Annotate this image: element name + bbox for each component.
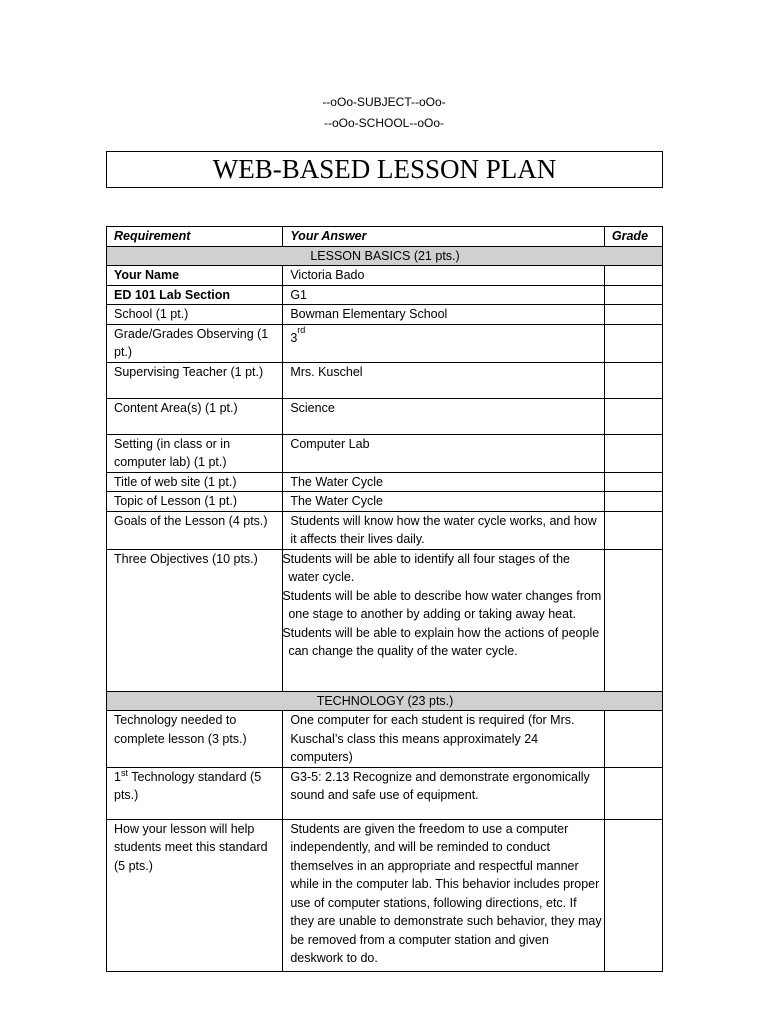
section-label: LESSON BASICS (21 pts.)	[107, 246, 663, 266]
table-row	[107, 819, 663, 971]
requirement-cell: Your Name	[107, 266, 283, 286]
section-label: TECHNOLOGY (23 pts.)	[107, 691, 663, 711]
grade-cell	[604, 767, 662, 819]
table-row	[107, 362, 663, 398]
grade-cell	[604, 305, 662, 325]
table-row	[107, 305, 663, 325]
answer-cell: Mrs. Kuschel	[283, 362, 605, 398]
table-row	[107, 266, 663, 286]
grade-cell	[604, 285, 662, 305]
grade-suffix: rd	[297, 324, 306, 335]
requirement-cell: Grade/Grades Observing (1 pt.)	[107, 324, 283, 362]
answer-cell: Computer Lab	[283, 434, 605, 472]
grade-cell	[604, 819, 662, 971]
table-header-row	[107, 227, 663, 247]
grade-cell	[604, 711, 662, 768]
answer-cell: Bowman Elementary School	[283, 305, 605, 325]
section-technology	[107, 691, 663, 711]
requirement-cell: Supervising Teacher (1 pt.)	[107, 362, 283, 398]
answer-cell: Students are given the freedom to use a computer independently, and will be reminded to conduct themselves in an appropriate and respectful manner while in the computer lab. This behavior includes proper use of computer stations, following directions, etc. If they are unable to demonstrate such behavior, they may be removed from a computer station and given deskwork to do.	[283, 819, 605, 971]
answer-cell: Science	[283, 398, 605, 434]
grade-number: 3	[290, 330, 298, 345]
grade-cell	[604, 511, 662, 549]
standard-label: Technology standard (5 pts.)	[114, 769, 262, 802]
answer-cell: G1	[283, 285, 605, 305]
answer-cell: The Water Cycle	[283, 472, 605, 492]
table-row	[107, 767, 663, 819]
grade-cell	[604, 549, 662, 691]
column-header-requirement: Requirement	[107, 227, 283, 247]
answer-cell: G3-5: 2.13 Recognize and demonstrate ergonomically sound and safe use of equipment.	[283, 767, 605, 819]
objective-item: Students will be able to describe how water changes from one stage to another by adding or taking away heat.	[282, 588, 602, 621]
table-row	[107, 711, 663, 768]
subject-header: --oOo-SUBJECT--oOo-	[322, 95, 446, 109]
answer-cell	[283, 549, 605, 691]
table-row	[107, 434, 663, 472]
requirement-cell: Goals of the Lesson (4 pts.)	[107, 511, 283, 549]
answer-cell: Students will know how the water cycle works, and how it affects their lives daily.	[283, 511, 605, 549]
table-row	[107, 285, 663, 305]
table-row	[107, 324, 663, 362]
column-header-grade: Grade	[604, 227, 662, 247]
requirement-cell: Topic of Lesson (1 pt.)	[107, 492, 283, 512]
requirement-cell: Three Objectives (10 pts.)	[107, 549, 283, 691]
answer-cell: Victoria Bado	[283, 266, 605, 286]
answer-cell	[283, 324, 605, 362]
table-row	[107, 472, 663, 492]
table-row	[107, 511, 663, 549]
section-lesson-basics	[107, 246, 663, 266]
requirement-cell: Technology needed to complete lesson (3 pts.)	[107, 711, 283, 768]
requirement-cell: Setting (in class or in computer lab) (1 pt.)	[107, 434, 283, 472]
requirement-cell	[107, 767, 283, 819]
school-header: --oOo-SCHOOL--oOo-	[323, 116, 445, 130]
grade-cell	[604, 492, 662, 512]
column-header-answer: Your Answer	[283, 227, 605, 247]
grade-cell	[604, 434, 662, 472]
grade-cell	[604, 266, 662, 286]
standard-suffix: st	[120, 767, 128, 778]
grade-cell	[604, 362, 662, 398]
standard-number: 1	[114, 769, 121, 784]
grade-cell	[604, 398, 662, 434]
table-row	[107, 492, 663, 512]
requirement-cell: ED 101 Lab Section	[107, 285, 283, 305]
requirement-cell: Title of web site (1 pt.)	[107, 472, 283, 492]
requirement-cell: Content Area(s) (1 pt.)	[107, 398, 283, 434]
objective-item: Students will be able to identify all four stages of the water cycle.	[282, 551, 570, 584]
requirement-cell: How your lesson will help students meet this standard (5 pts.)	[107, 819, 283, 971]
table-row	[107, 398, 663, 434]
document-title: WEB-BASED LESSON PLAN	[106, 151, 663, 188]
requirement-cell: School (1 pt.)	[107, 305, 283, 325]
lesson-plan-table	[106, 226, 663, 972]
answer-cell: The Water Cycle	[283, 492, 605, 512]
table-row	[107, 549, 663, 691]
objective-item: Students will be able to explain how the actions of people can change the quality of the water cycle.	[282, 625, 600, 658]
grade-cell	[604, 472, 662, 492]
grade-cell	[604, 324, 662, 362]
answer-cell: One computer for each student is required (for Mrs. Kuschal’s class this means approximately 24 computers)	[283, 711, 605, 768]
